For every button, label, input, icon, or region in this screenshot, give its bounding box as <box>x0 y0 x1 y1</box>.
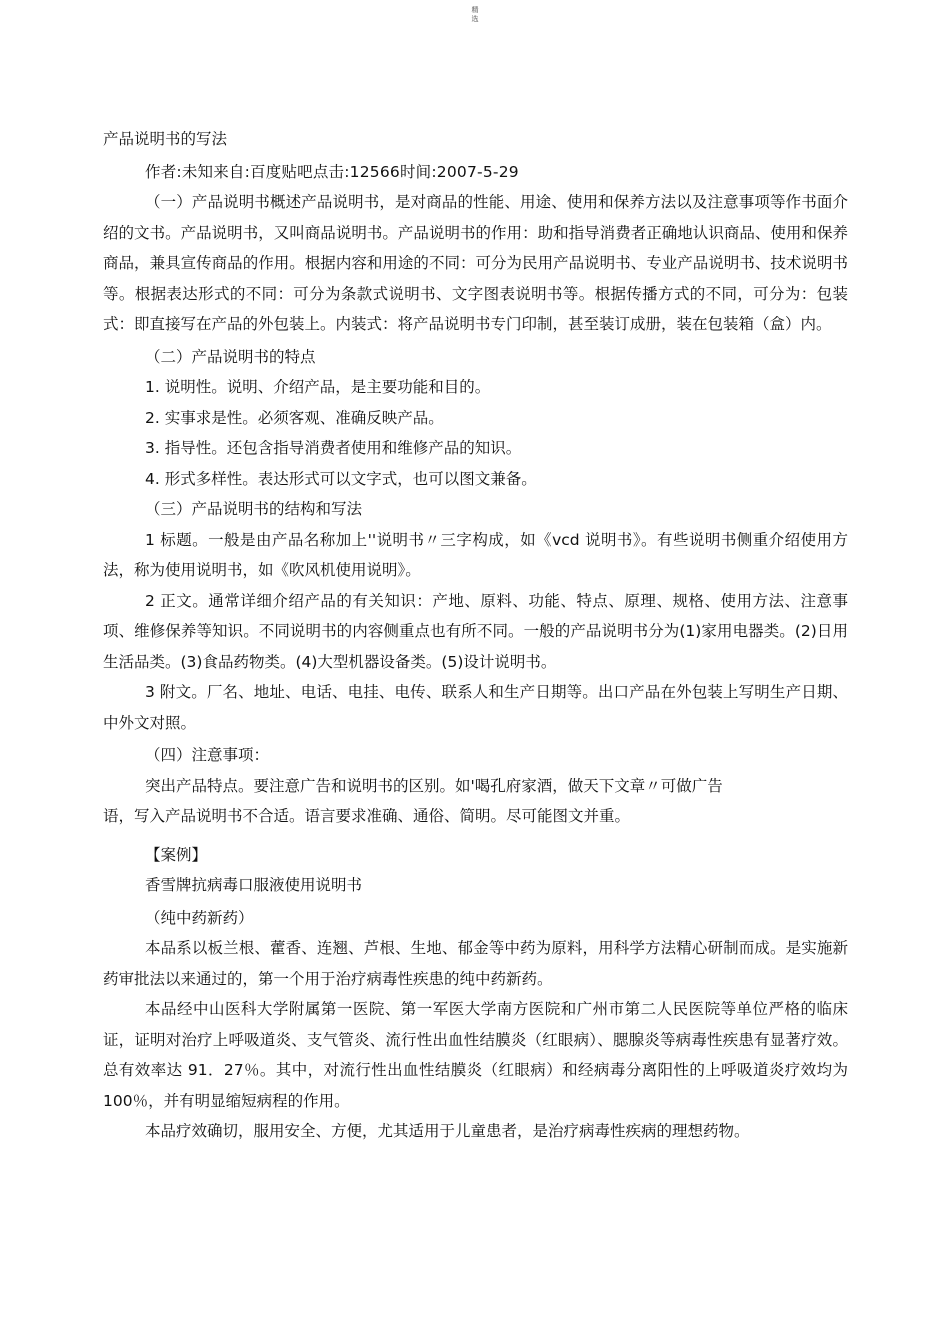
case-title: 香雪牌抗病毒口服液使用说明书 <box>145 876 363 894</box>
case-paragraph-1: 本品系以板兰根、藿香、连翘、芦根、生地、郁金等中药为原料，用科学方法精心研制而成。是实施新药审批法以来通过的，第一个用于治疗病毒性疾患的纯中药新药。 <box>103 939 848 988</box>
page-header <box>0 6 950 24</box>
header-char-1: 精 <box>471 6 479 14</box>
document-meta: 作者:未知来自:百度贴吧点击:12566时间:2007-5-29 <box>145 162 519 181</box>
case-subtitle: （纯中药新药） <box>145 908 254 927</box>
section-2-item-4: 4. 形式多样性。表达形式可以文字式，也可以图文兼备。 <box>145 469 537 488</box>
section-2-item-2: 2. 实事求是性。必须客观、准确反映产品。 <box>145 408 444 427</box>
section-4-line-1: 突出产品特点。要注意广告和说明书的区别。如'喝孔府家酒，做天下文章〃可做广告 <box>145 776 723 795</box>
section-3-paragraph-1: 1 标题。一般是由产品名称加上''说明书〃三字构成，如《vcd 说明书》。有些说明书侧重介绍使用方法，称为使用说明书，如《吹风机使用说明》。 <box>103 530 848 579</box>
section-3-paragraph-2: 2 正文。通常详细介绍产品的有关知识：产地、原料、功能、特点、原理、规格、使用方法、注意事项、维修保养等知识。不同说明书的内容侧重点也有所不同。一般的产品说明书分为(1)家用电器类。(2)日用生活品类。(3)食品药物类。(4)大型机器设备类。(5)设计说明书。 <box>103 591 848 671</box>
case-paragraph-2: 本品经中山医科大学附属第一医院、第一军医大学南方医院和广州市第二人民医院等单位严格的临床证，证明对治疗上呼吸道炎、支气管炎、流行性出血性结膜炎（红眼病）、腮腺炎等病毒性疾患有显著疗效。总有效率达 91．27％。其中，对流行性出血性结膜炎（红眼病）和经病毒分离阳性的上呼吸道炎疗效均为 100％，并有明显缩短病程的作用。 <box>103 1000 848 1110</box>
section-2-heading: （二）产品说明书的特点 <box>145 347 316 366</box>
header-char-2: 选 <box>471 15 479 23</box>
section-1-paragraph: （一）产品说明书概述产品说明书，是对商品的性能、用途、使用和保养方法以及注意事项等作书面介绍的文书。产品说明书，又叫商品说明书。产品说明书的作用：助和指导消费者正确地认识商品、使用和保养商品，兼具宣传商品的作用。根据内容和用途的不同：可分为民用产品说明书、专业产品说明书、技术说明书等。根据表达形式的不同：可分为条款式说明书、文字图表说明书等。根据传播方式的不同，可分为：包装式：即直接写在产品的外包装上。内装式：将产品说明书专门印制，甚至装订成册，装在包装箱（盒）内。 <box>103 193 848 333</box>
section-2-item-1: 1. 说明性。说明、介绍产品，是主要功能和目的。 <box>145 378 491 396</box>
section-2-item-3: 3. 指导性。还包含指导消费者使用和维修产品的知识。 <box>145 439 522 457</box>
section-4-heading: （四）注意事项： <box>145 746 270 764</box>
case-heading: 【案例】 <box>145 845 208 864</box>
case-paragraph-3: 本品疗效确切，服用安全、方便，尤其适用于儿童患者，是治疗病毒性疾病的理想药物。 <box>145 1122 750 1140</box>
document-title: 产品说明书的写法 <box>103 130 228 148</box>
section-4-line-2: 语，写入产品说明书不合适。语言要求准确、通俗、简明。尽可能图文并重。 <box>103 807 631 825</box>
document-body <box>103 124 848 1147</box>
section-3-paragraph-3: 3 附文。厂名、地址、电话、电挂、电传、联系人和生产日期等。出口产品在外包装上写明生产日期、中外文对照。 <box>103 683 848 732</box>
section-3-heading: （三）产品说明书的结构和写法 <box>145 500 363 518</box>
